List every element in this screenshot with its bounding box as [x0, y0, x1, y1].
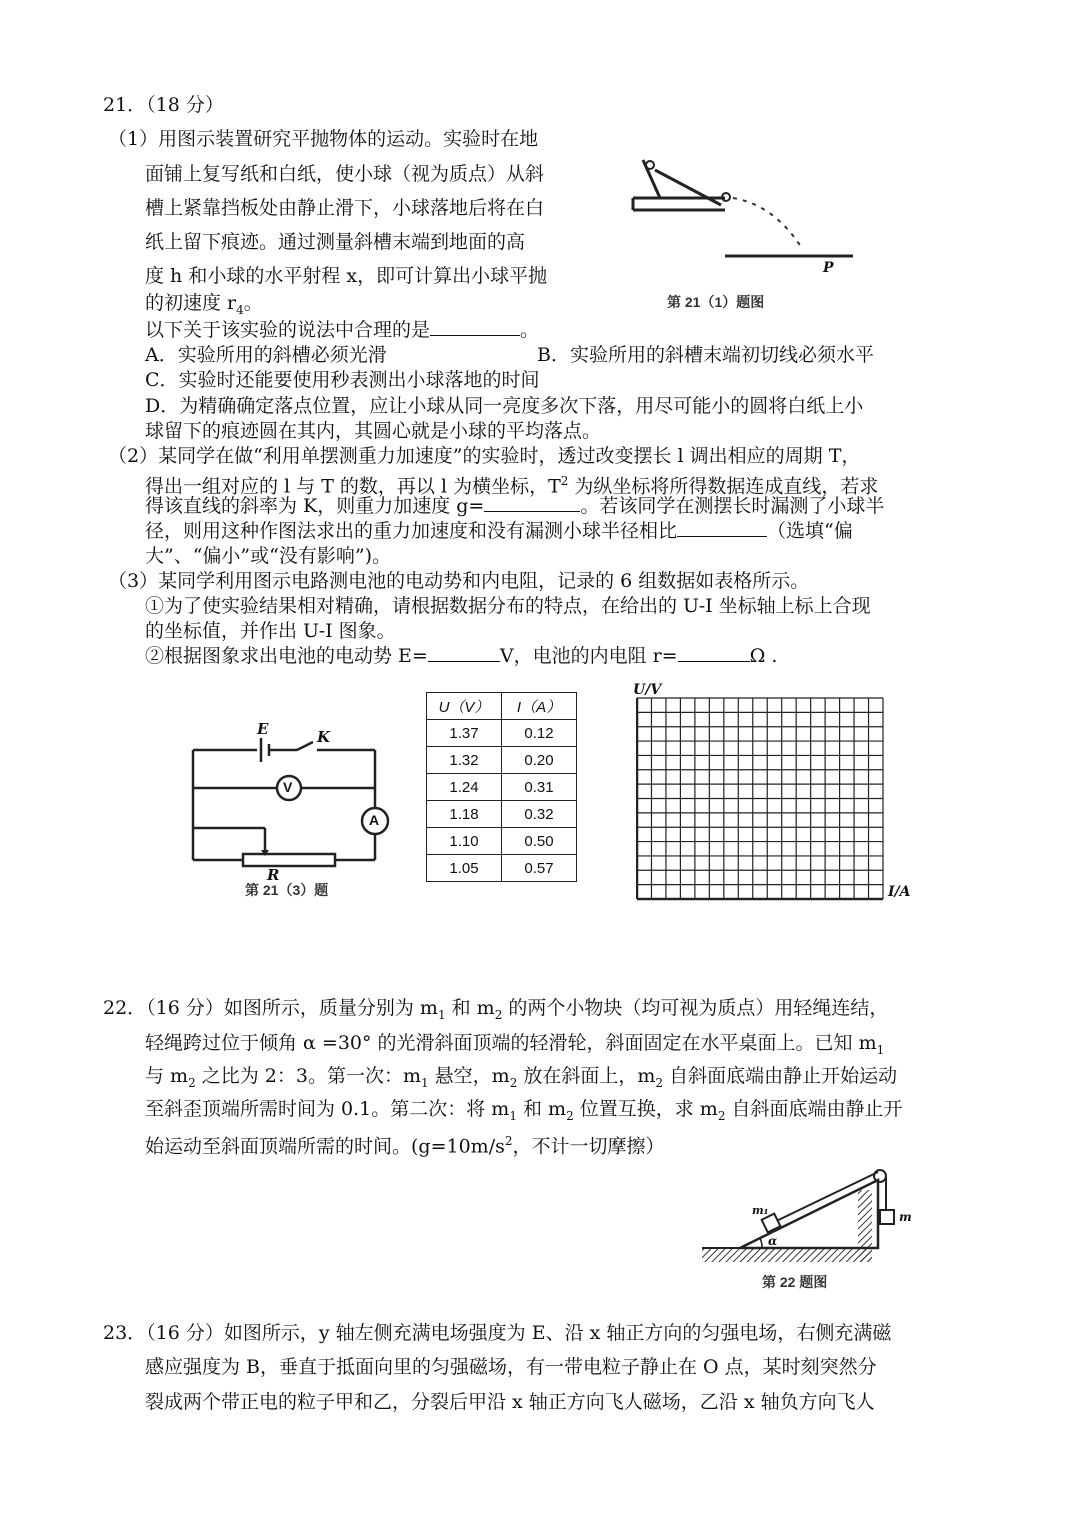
table-row [427, 747, 577, 774]
table-cell: 1.10 [427, 828, 502, 855]
graph-y-label: U/V [633, 682, 662, 698]
ammeter-label: A [369, 812, 380, 828]
table-cell: 1.24 [427, 774, 502, 801]
table-row [427, 774, 577, 801]
answer-blank [678, 643, 750, 662]
table-cell: 1.37 [427, 720, 502, 747]
option-b: B．实验所用的斜槽末端初切线必须水平 [537, 344, 874, 366]
q22-line: 至斜歪顶端所需时间为 0.1。第二次：将 $m_1$ 和 $m_2$ 位置互换，求 $m_2$ 自斜面底端由静止开 [145, 1098, 903, 1123]
point-p-label: P [823, 260, 834, 276]
q21-p1-line: （1）用图示装置研究平抛物体的运动。实验时在地 [108, 128, 539, 150]
q22-line: 与 $m_2$ 之比为 2：3。第一次：$m_1$ 悬空，$m_2$ 放在斜面上，$m_2$ 自斜面底端由静止开始运动 [145, 1065, 898, 1090]
q21-p1-line: 面铺上复写纸和白纸，使小球（视为质点）从斜 [145, 163, 545, 185]
q21-p2-line: 径，则用这种作图法求出的重力加速度和没有漏测小球半径相比 （选填“偏 [145, 520, 853, 542]
label-e: E [257, 720, 269, 738]
option-c: C．实验时还能要使用秒表测出小球落地的时间 [145, 369, 540, 391]
q21-p3-line: 的坐标值，并作出 U-I 图象。 [145, 620, 396, 642]
table-cell: 0.12 [502, 720, 577, 747]
table-cell: 1.05 [427, 855, 502, 882]
q21-p3-line: ②根据图象求出电池的电动势 E= V，电池的内电阻 r= Ω . [145, 645, 778, 667]
option-d-cont: 球留下的痕迹圆在其内，其圆心就是小球的平均落点。 [145, 420, 602, 442]
q23-line: 裂成两个带正电的粒子甲和乙，分裂后甲沿 x 轴正方向飞人磁场，乙沿 x 轴负方向飞人 [145, 1391, 875, 1413]
table-cell: 1.18 [427, 801, 502, 828]
figure-caption: 第 22 题图 [762, 1274, 828, 1290]
q21-p2-line: 得该直线的斜率为 K，则重力加速度 g= 。若该同学在测摆长时漏测了小球半 [145, 495, 885, 517]
table-cell: 0.20 [502, 747, 577, 774]
figure-caption: 第 21（1）题图 [667, 294, 765, 310]
circuit-figure [185, 720, 395, 900]
ui-graph-grid [636, 697, 886, 907]
table-cell: 0.57 [502, 855, 577, 882]
projectile-apparatus-figure [625, 150, 855, 270]
data-table-container [426, 692, 577, 882]
table-cell: 0.31 [502, 774, 577, 801]
data-table [426, 692, 577, 882]
m1-label: m₁ [752, 1204, 769, 1217]
q22-line: 始运动至斜面顶端所需的时间。($g=10m/s^2$，不计一切摩擦） [145, 1134, 665, 1158]
table-row [427, 720, 577, 747]
option-d: D．为精确确定落点位置，应让小球从同一亮度多次下落，用尽可能小的圆将白纸上小 [145, 395, 864, 417]
graph-grid [636, 697, 886, 902]
answer-blank [484, 493, 580, 512]
q21-p1-line: 的初速度 $r_4$。 [145, 292, 263, 317]
q21-p1-line: 度 h 和小球的水平射程 x，即可计算出小球平抛 [145, 265, 548, 287]
q21-header: 21．（18 分） [103, 94, 224, 116]
m2-label: m [899, 1210, 912, 1224]
table-header-row [427, 693, 577, 720]
incline-pulley-diagram [700, 1160, 930, 1275]
q23-line: 23．（16 分）如图所示，y 轴左侧充满电场强度为 E、沿 x 轴正方向的匀强电场，右侧充满磁 [103, 1322, 892, 1344]
option-a: A．实验所用的斜槽必须光滑 [145, 344, 387, 366]
label-k: K [317, 728, 331, 746]
figure-caption: 第 21（3）题 [245, 882, 329, 898]
graph-x-label: I/A [888, 884, 911, 900]
q21-p2-line: 大”、“偏小”或“没有影响”)。 [145, 545, 391, 567]
q23-line: 感应强度为 B，垂直于抵面向里的匀强磁场，有一带电粒子静止在 O 点，某时刻突然分 [145, 1356, 877, 1378]
voltmeter-label: V [283, 779, 293, 795]
q21-p2-line: （2）某同学在做“利用单摆测重力加速度”的实验时，透过改变摆长 l 调出相应的周期 T， [108, 445, 861, 467]
q21-p2-line: 得出一组对应的 l 与 T 的数，再以 l 为横坐标，$T^2$ 为纵坐标将所得数据连成直线，若求 [145, 474, 879, 498]
table-row [427, 828, 577, 855]
q21-p3-line: （3）某同学利用图示电路测电池的电动势和内电阻，记录的 6 组数据如表格所示。 [108, 570, 810, 592]
answer-blank [677, 518, 767, 537]
table-header: I（A） [502, 693, 577, 720]
q22-line: 轻绳跨过位于倾角 α =30° 的光滑斜面顶端的轻滑轮，斜面固定在水平桌面上。已知 $m_1$ [145, 1032, 885, 1057]
figure-22 [700, 1160, 930, 1295]
q21-question: 以下关于该实验的说法中合理的是 。 [145, 319, 540, 341]
table-cell: 0.50 [502, 828, 577, 855]
answer-blank [428, 643, 500, 662]
q21-p1-line: 槽上紧靠挡板处由静止滑下，小球落地后将在白 [145, 197, 545, 219]
alpha-label: α [768, 1234, 778, 1248]
table-cell: 0.32 [502, 801, 577, 828]
q22-line: 22．（16 分）如图所示，质量分别为 $m_1$ 和 $m_2$ 的两个小物块（均可视为质点）用轻绳连结， [103, 997, 889, 1022]
table-cell: 1.32 [427, 747, 502, 774]
answer-blank [430, 317, 520, 336]
table-row [427, 801, 577, 828]
label-r: R [267, 866, 280, 884]
table-header: U（V） [427, 693, 502, 720]
figure-21-1 [625, 150, 855, 320]
q21-p1-line: 纸上留下痕迹。通过测量斜槽末端到地面的高 [145, 231, 526, 253]
q21-p3-line: ①为了使实验结果相对精确，请根据数据分布的特点，在给出的 U-I 坐标轴上标上合现 [145, 595, 871, 617]
circuit-diagram [185, 720, 395, 870]
table-row [427, 855, 577, 882]
